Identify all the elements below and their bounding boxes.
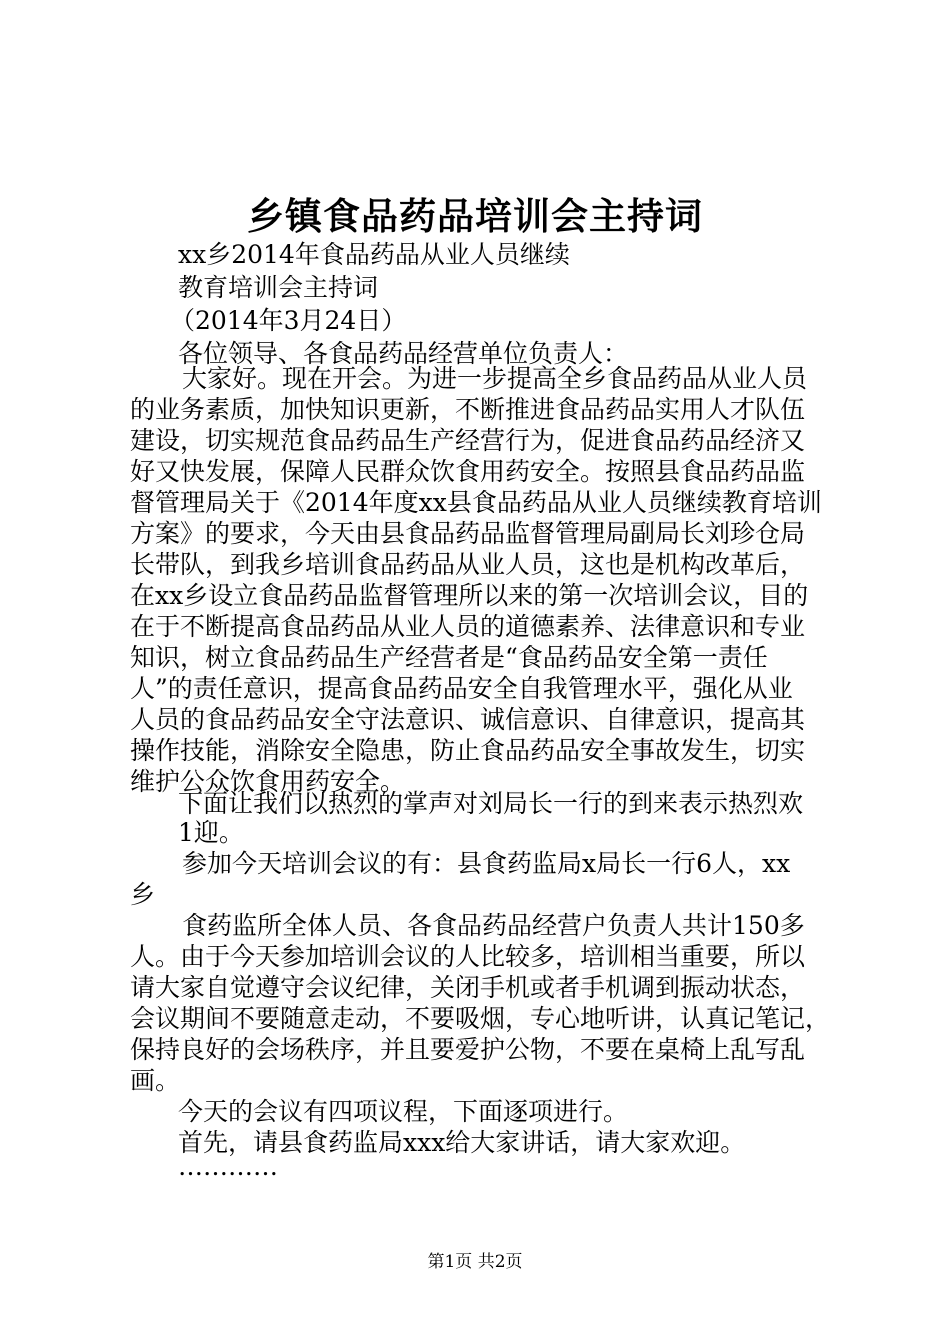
text-line: 教育培训会主持词 <box>178 273 379 302</box>
text-line: 方案》的要求，今天由县食品药品监督管理局副局长刘珍仓局 <box>130 519 806 548</box>
text-line: 下面让我们以热烈的掌声对刘局长一行的到来表示热烈欢 <box>178 789 804 818</box>
text-line: 乡 <box>130 880 156 909</box>
text-line: 知识，树立食品药品生产经营者是“食品药品安全第一责任 <box>130 643 768 672</box>
text-line: 人”的责任意识，提高食品药品安全自我管理水平，强化从业 <box>130 674 793 703</box>
text-line: 维护公众饮食用药安全。 <box>130 767 406 796</box>
page-footer: 第1页 共2页 <box>427 1252 523 1272</box>
text-line: 参加今天培训会议的有：县食药监局x局长一行6人，xx <box>182 849 791 878</box>
text-line: 在于不断提高食品药品从业人员的道德素养、法律意识和专业 <box>130 612 806 641</box>
document-title: 乡镇食品药品培训会主持词 <box>247 194 703 238</box>
text-line: 督管理局关于《2014年度xx县食品药品从业人员继续教育培训 <box>130 488 822 517</box>
text-line: 会议期间不要随意走动，不要吸烟，专心地听讲，认真记笔记， <box>130 1004 831 1033</box>
text-line: 在xx乡设立食品药品监督管理所以来的第一次培训会议，目的 <box>130 581 809 610</box>
text-line: 今天的会议有四项议程，下面逐项进行。 <box>178 1097 629 1126</box>
text-line: 人。由于今天参加培训会议的人比较多，培训相当重要，所以 <box>130 942 806 971</box>
text-line: 食药监所全体人员、各食品药品经营户负责人共计150多 <box>182 911 805 940</box>
text-line: xx乡2014年食品药品从业人员继续 <box>178 240 570 269</box>
text-line: 人员的食品药品安全守法意识、诚信意识、自律意识，提高其 <box>130 705 806 734</box>
text-line: 请大家自觉遵守会议纪律，关闭手机或者手机调到振动状态， <box>130 973 806 1002</box>
text-line: 首先，请县食药监局xxx给大家讲话，请大家欢迎。 <box>178 1128 746 1157</box>
text-line: 操作技能，消除安全隐患，防止食品药品安全事故发生，切实 <box>130 736 806 765</box>
ellipsis-line: ………… <box>178 1152 278 1181</box>
text-line: 保持良好的会场秩序，并且要爱护公物，不要在桌椅上乱写乱 <box>130 1035 806 1064</box>
date-line: （2014年3月24日） <box>170 306 407 335</box>
text-line: 好又快发展，保障人民群众饮食用药安全。按照县食品药品监 <box>130 457 806 486</box>
text-line: 长带队，到我乡培训食品药品从业人员，这也是机构改革后， <box>130 550 806 579</box>
text-line: 建设，切实规范食品药品生产经营行为，促进食品药品经济又 <box>130 426 806 455</box>
text-line: 1迎。 <box>178 818 244 847</box>
text-line: 大家好。现在开会。为进一步提高全乡食品药品从业人员 <box>182 364 808 393</box>
text-line: 的业务素质，加快知识更新，不断推进食品药品实用人才队伍 <box>130 395 806 424</box>
salutation-line: 各位领导、各食品药品经营单位负责人： <box>178 339 629 368</box>
text-line: 画。 <box>130 1066 181 1095</box>
